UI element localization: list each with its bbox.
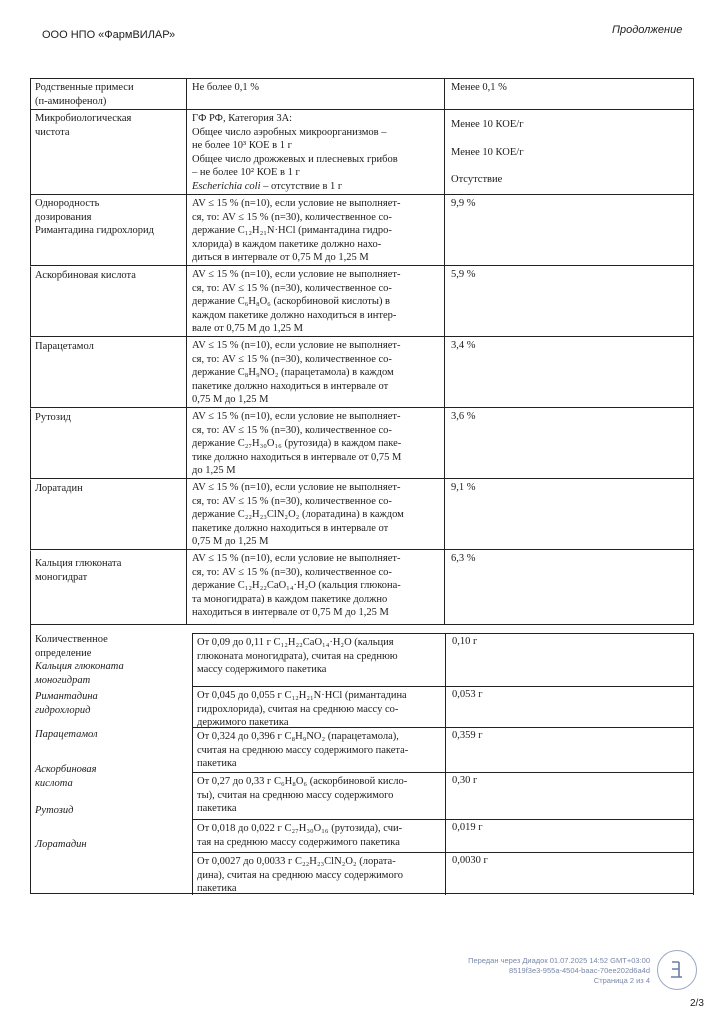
row-result: 5,9 % xyxy=(444,266,694,336)
row-norm: AV ≤ 15 % (n=10), если условие не выполняет- ся, то: AV ≤ 15 % (n=30), количественное со- держание C₁₂H₂₂CaO₁₄·H₂O (кальция глюкона- та моногидрата) в каждом пакетике должно находиться в интервале от 0,75 М до 1,25 М xyxy=(186,550,444,624)
table-row xyxy=(30,549,694,624)
row-name: Однородность дозирования Римантадина гидрохлорид xyxy=(30,195,182,265)
row-result: 3,6 % xyxy=(444,408,694,478)
row-norm: AV ≤ 15 % (n=10), если условие не выполняет- ся, то: AV ≤ 15 % (n=30), количественное со- держание C₂₂H₂₃ClN₂O₂ (лоратадина) в каждом пакетике должно находиться в интервале от 0,75 М до 1,25 М xyxy=(186,479,444,549)
diadoc-stamp: Передан через Диадок 01.07.2025 14:52 GMT+03:00 8519f3e3-955a-4504-baac-70ee202d6a4d Страница 2 из 4 xyxy=(468,956,650,985)
diadoc-glyph-icon xyxy=(658,951,695,988)
quant-norm: От 0,018 до 0,022 г C₂₇H₃₀O₁₆ (рутозида), счи- тая на среднюю массу содержимого пакетика xyxy=(197,823,403,848)
row-result: 6,3 % xyxy=(444,550,694,624)
quant-norm: От 0,27 до 0,33 г C₆H₈O₆ (аскорбиновой кисло- ты), считая на среднюю массу содержимого пакетика xyxy=(197,776,408,815)
quant-row xyxy=(192,772,694,819)
quant-row xyxy=(192,852,694,895)
quant-row xyxy=(192,819,694,852)
quant-names: Количественное определение Кальция глюконата моногидрат Римантадина гидрохлорид Парацетамол Аскорбиновая кислота Рутозид Лоратадин xyxy=(30,625,182,893)
quant-row xyxy=(192,727,694,772)
quant-result: 0,019 г xyxy=(445,820,695,852)
quant-row xyxy=(192,686,694,727)
table-row xyxy=(30,336,694,407)
page-number: 2/3 xyxy=(690,998,704,1009)
quant-norm: От 0,09 до 0,11 г C₁₂H₂₂CaO₁₄·H₂O (кальция глюконата моногидрата), считая на среднюю массу содержимого пакетика xyxy=(197,637,398,676)
continuation-label: Продолжение xyxy=(612,24,683,36)
spec-table xyxy=(30,78,694,894)
row-norm: Не более 0,1 % xyxy=(186,79,444,109)
diadoc-logo-icon xyxy=(657,950,697,990)
row-name: Парацетамол xyxy=(30,337,182,407)
row-name: Кальция глюконата моногидрат xyxy=(30,550,182,624)
quant-result: 0,359 г xyxy=(445,728,695,772)
quant-norm: От 0,324 до 0,396 г C₈H₉NO₂ (парацетамола), считая на среднюю массу содержимого пакета- пакетика xyxy=(197,731,409,770)
row-norm: AV ≤ 15 % (n=10), если условие не выполняет- ся, то: AV ≤ 15 % (n=30), количественное со- держание C₈H₉NO₂ (парацетамола) в каждом пакетике должно находиться в интервале от 0,75 М до 1,25 М xyxy=(186,337,444,407)
table-row xyxy=(30,265,694,336)
quant-norm: От 0,0027 до 0,0033 г C₂₂H₂₃ClN₂O₂ (лората- дина), считая на среднюю массу содержимого пакетика xyxy=(197,856,403,895)
quant-result: 0,30 г xyxy=(445,773,695,819)
quant-norm: От 0,045 до 0,055 г C₁₂H₂₁N·HCl (римантадина гидрохлорида), считая на среднюю массу со- держимого пакетика xyxy=(197,690,407,729)
quant-row xyxy=(192,633,694,686)
row-result: Менее 0,1 % xyxy=(444,79,694,109)
quant-result: 0,0030 г xyxy=(445,853,695,895)
quant-result: 0,10 г xyxy=(445,634,695,686)
quant-result: 0,053 г xyxy=(445,687,695,727)
row-name: Лоратадин xyxy=(30,479,182,549)
row-result: 9,9 % xyxy=(444,195,694,265)
row-name: Рутозид xyxy=(30,408,182,478)
row-result: 3,4 % xyxy=(444,337,694,407)
row-result: Менее 10 КОЕ/г Менее 10 КОЕ/г Отсутствие xyxy=(444,110,694,194)
table-row xyxy=(30,478,694,549)
row-norm: AV ≤ 15 % (n=10), если условие не выполняет- ся, то: AV ≤ 15 % (n=30), количественное со- держание C₆H₈O₆ (аскорбиновой кислоты) в каждом пакетике должно находиться в интер- вале от 0,75 М до 1,25 М xyxy=(186,266,444,336)
row-name: Аскорбиновая кислота xyxy=(30,266,182,336)
table-row xyxy=(30,407,694,478)
row-norm: AV ≤ 15 % (n=10), если условие не выполняет- ся, то: AV ≤ 15 % (n=30), количественное со- держание C₂₇H₃₀O₁₆ (рутозида) в каждом паке- тике должно находиться в интервале от 0,75 М до 1,25 М xyxy=(186,408,444,478)
row-name: Микробиологическая чистота xyxy=(30,110,182,194)
quant-title: Количественное xyxy=(35,634,108,645)
table-row xyxy=(30,194,694,265)
quant-section xyxy=(30,624,694,894)
row-norm: AV ≤ 15 % (n=10), если условие не выполняет- ся, то: AV ≤ 15 % (n=30), количественное со- держание C₁₂H₂₁N·HCl (римантадина гидро- хлорида) в каждом пакетике должно нахо- диться в интервале от 0,75 М до 1,25 М xyxy=(186,195,444,265)
table-row xyxy=(30,78,694,109)
row-norm: ГФ РФ, Категория 3А: Общее число аэробных микроорганизмов – не более 10³ КОЕ в 1 г Общее число дрожжевых и плесневых грибов – не более 10² КОЕ в 1 г Escherichia coli – отсутствие в 1 г xyxy=(186,110,444,194)
row-name: Родственные примеси (п-аминофенол) xyxy=(30,79,182,109)
row-result: 9,1 % xyxy=(444,479,694,549)
organization-name: ООО НПО «ФармВИЛАР» xyxy=(42,29,176,41)
quant-grid xyxy=(192,633,694,895)
table-row xyxy=(30,109,694,194)
